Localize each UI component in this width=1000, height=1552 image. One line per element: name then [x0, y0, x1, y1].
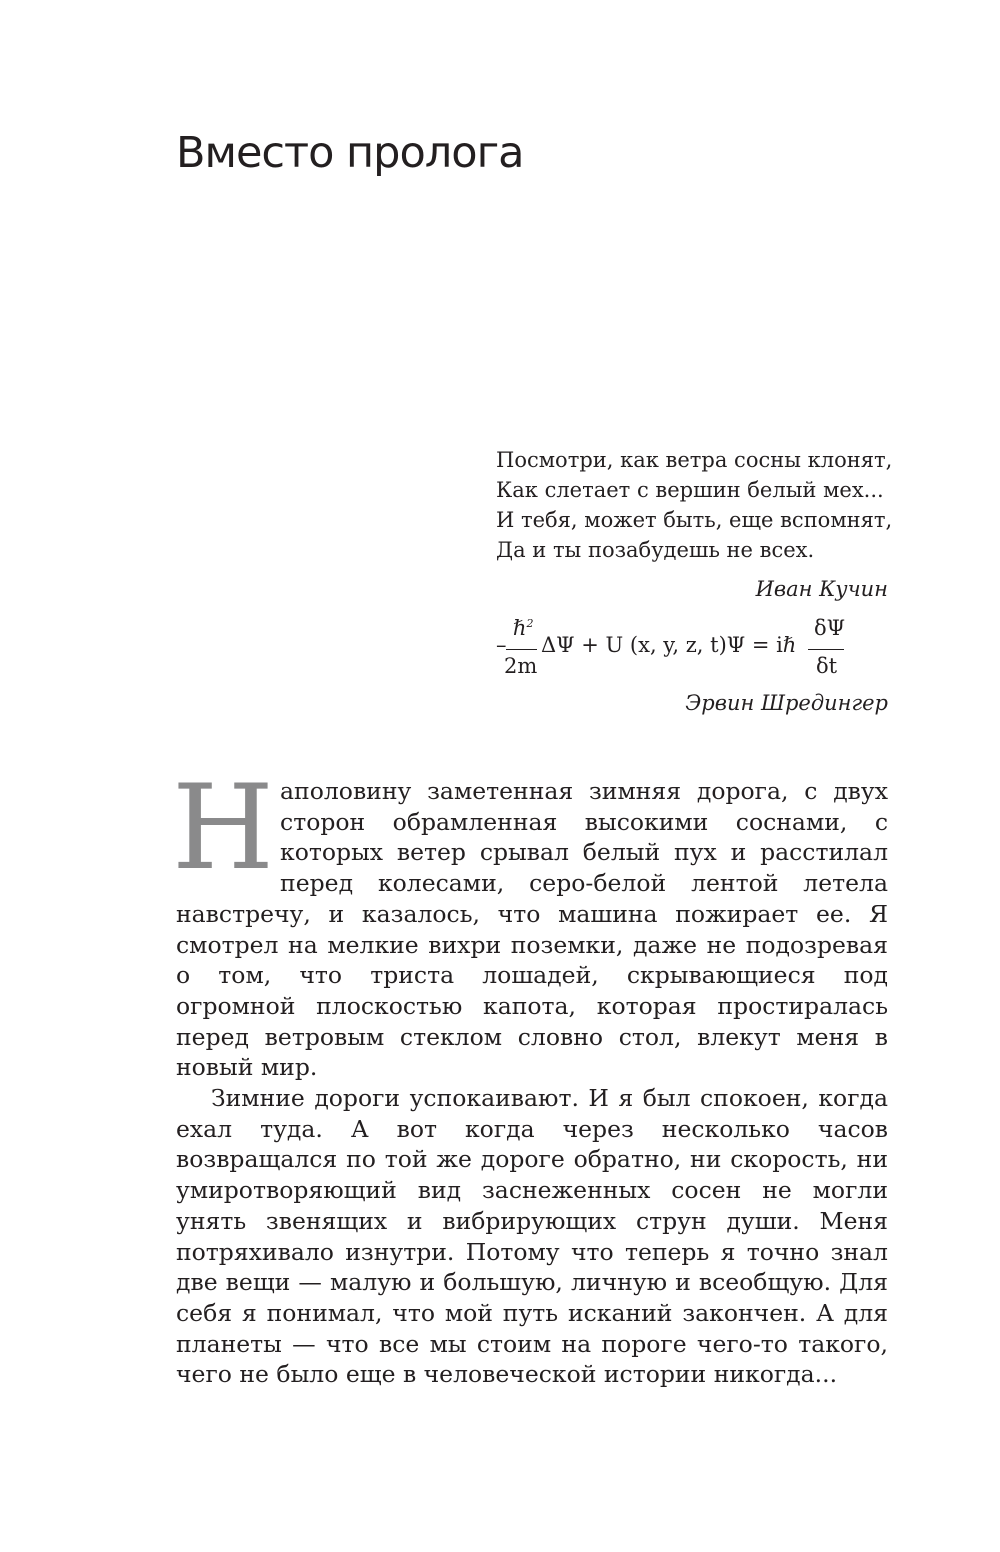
formula-minus: –: [496, 633, 507, 657]
schrodinger-formula: [496, 618, 888, 682]
formula-denominator: 2m: [504, 654, 538, 678]
formula-author: Эрвин Шредингер: [685, 691, 888, 715]
epigraph-line: Посмотри, как ветра сосны клонят,: [496, 448, 893, 472]
epigraph-line: И тебя, может быть, еще вспомнят,: [496, 508, 893, 532]
formula-middle: ΔΨ + U (x, y, z, t)Ψ = iℏ: [541, 633, 797, 657]
epigraph-author: Иван Кучин: [755, 577, 888, 601]
formula-rhs-numerator: δΨ: [814, 616, 846, 640]
formula-rhs-denominator: δt: [816, 654, 838, 678]
epigraph-line: Как слетает с вершин белый мех...: [496, 478, 884, 502]
chapter-title: Вместо пролога: [176, 128, 524, 178]
formula-numerator: ℏ$^2$: [513, 616, 534, 640]
paragraph-text: аполовину заметенная зимняя дорога, с двух сторон обрамленная высокими соснами, с которых ветер срывал белый пух и расстилал перед колесами, серо-белой лентой летела навстречу, и казалось, что машина пожирает ее. Я смотрел на мелкие вихри поземки, даже не подозревая о том, что триста лошадей, скрывающиеся под огромной плоскостью капота, которая простиралась перед ветровым стеклом словно стол, влекут меня в новый мир.: [176, 777, 888, 1082]
body-text: [172, 759, 888, 1390]
drop-cap: Н: [172, 759, 275, 896]
paragraph: Зимние дороги успокаивают. И я был спокоен, когда ехал туда. А вот когда через несколько часов возвращался по той же дороге обратно, ни скорость, ни умиротворяющий вид заснеженных сосен не могли унять звенящих и вибрирующих струн души. Меня потряхивало изнутри. Потому что теперь я точно знал две вещи — малую и большую, личную и всеобщую. Для себя я понимал, что мой путь исканий закончен. А для планеты — что все мы стоим на пороге чего-то такого, чего не было еще в человеческой истории никогда...: [176, 1084, 888, 1389]
epigraph-line: Да и ты позабудешь не всех.: [496, 538, 815, 562]
fraction-bar: [506, 649, 537, 650]
epigraph: [496, 445, 893, 718]
formula-exponent: 2: [526, 617, 534, 630]
fraction-bar: [808, 649, 844, 650]
paragraph: [172, 759, 888, 1083]
